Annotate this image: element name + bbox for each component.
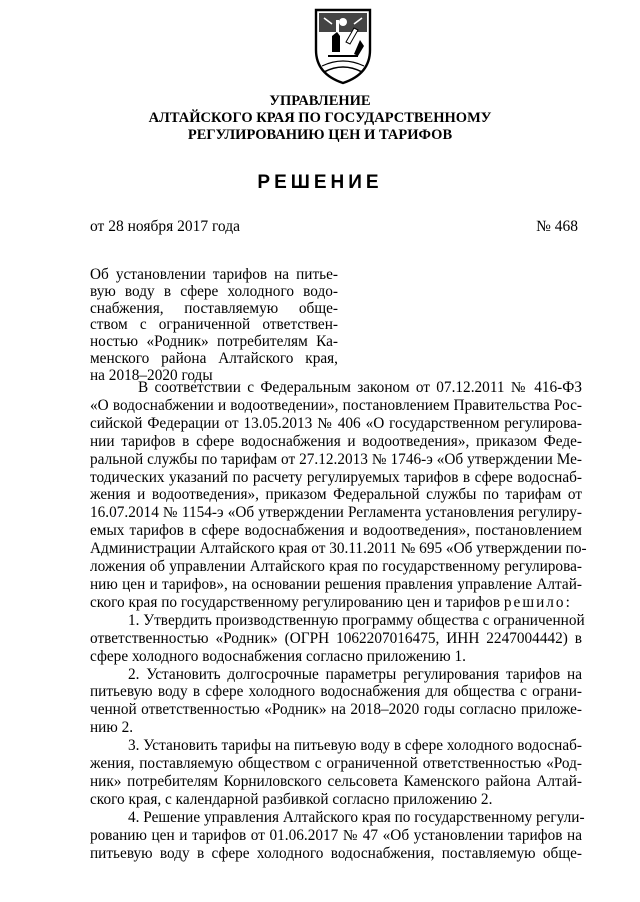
item-1-line: сфере холодного водоснабжения согласно приложению 1. bbox=[90, 647, 466, 665]
document-subject bbox=[90, 267, 338, 385]
item-4-line: 4. Решение управления Алтайского края по государственному регули- bbox=[128, 808, 585, 826]
item-4-line: питьевую воду в сфере холодного водоснабжения, поставляемую обще- bbox=[90, 844, 582, 862]
agency-line-2: АЛТАЙСКОГО КРАЯ ПО ГОСУДАРСТВЕННОМУ bbox=[148, 110, 492, 126]
preamble-last-line bbox=[90, 594, 582, 612]
subject-line: на 2018–2020 годы bbox=[90, 366, 213, 384]
subject-line: менского района Алтайского края, bbox=[90, 349, 338, 367]
agency-name bbox=[0, 93, 640, 144]
preamble-line: В соответствии с Федеральным законом от 07.12.2011 № 416-ФЗ bbox=[138, 379, 582, 396]
preamble-line: Администрации Алтайского края от 30.11.2011 № 695 «Об утверждении по- bbox=[90, 540, 587, 558]
preamble-line: тодических указаний по расчету регулируемых тарифов в сфере водоснаб- bbox=[90, 468, 582, 486]
item-3-line: жения, поставляемую обществом с ограниченной ответственностью «Род- bbox=[90, 755, 582, 773]
preamble-line: ральной службы по тарифам от 27.12.2013 № 1746-э «Об утверждении Ме- bbox=[90, 450, 582, 468]
subject-line: вую воду в сфере холодного водо- bbox=[90, 282, 338, 300]
preamble-line: нии тарифов в сфере водоснабжения и водоотведения», приказом Феде- bbox=[90, 432, 582, 450]
agency-line-3: РЕГУЛИРОВАНИЮ ЦЕН И ТАРИФОВ bbox=[187, 127, 453, 143]
document-body bbox=[90, 379, 587, 862]
item-2-line: 2. Установить долгосрочные параметры регулирования тарифов на bbox=[128, 665, 582, 683]
preamble-line: сийской Федерации от 13.05.2013 № 406 «О государственном регулирова- bbox=[90, 414, 582, 432]
item-1-line: ответственностью «Родник» (ОГРН 1062207016475, ИНН 2247004442) в bbox=[90, 629, 582, 647]
item-3-line: 3. Установить тарифы на питьевую воду в сфере холодного водоснаб- bbox=[128, 737, 582, 755]
subject-line: ством с ограниченной ответствен- bbox=[90, 316, 338, 334]
document-date: от 28 ноября 2017 года bbox=[90, 218, 241, 235]
preamble-line: ложения об управлении Алтайского края по государственному регулирова- bbox=[90, 558, 582, 576]
item-3-line: ского края, с календарной разбивкой согласно приложению 2. bbox=[90, 790, 493, 808]
item-2-line: нию 2. bbox=[90, 719, 134, 737]
coat-of-arms-icon bbox=[310, 6, 376, 86]
item-4-line: рованию цен и тарифов от 01.06.2017 № 47 «Об установлении тарифов на bbox=[90, 826, 582, 844]
item-2-line: питьевую воду в сфере холодного водоснабжения для общества с ограни- bbox=[90, 683, 582, 701]
subject-line: Об установлении тарифов на питье- bbox=[90, 266, 338, 283]
preamble-line: нию цен и тарифов», на основании решения правления управление Алтай- bbox=[90, 575, 582, 593]
decided-word: решило: bbox=[503, 593, 572, 611]
subject-line: ностью «Родник» потребителям Ка- bbox=[90, 333, 338, 351]
preamble-last-text: ского края по государственному регулированию цен и тарифов bbox=[90, 593, 501, 611]
subject-line: снабжения, поставляемую обще- bbox=[90, 299, 338, 317]
item-3-line: ник» потребителям Корниловского сельсовета Каменского района Алтай- bbox=[90, 772, 582, 790]
agency-line-1: УПРАВЛЕНИЕ bbox=[269, 93, 371, 109]
preamble-line: 16.07.2014 № 1154-э «Об утверждении Регламента установления регулиру- bbox=[90, 504, 582, 522]
preamble-line: емых тарифов в сфере водоснабжения и водоотведения», постановлением bbox=[90, 522, 582, 540]
item-2-line: ченной ответственностью «Родник» на 2018–2020 годы согласно приложе- bbox=[90, 701, 582, 719]
preamble-line: жения и водоотведения», приказом Федеральной службы по тарифам от bbox=[90, 486, 582, 504]
preamble-line: «О водоснабжении и водоотведении», постановлением Правительства Рос- bbox=[90, 396, 582, 414]
document-type-title: РЕШЕНИЕ bbox=[257, 172, 383, 193]
document-number: № 468 bbox=[536, 218, 578, 235]
item-1-line: 1. Утвердить производственную программу общества с ограниченной bbox=[128, 611, 585, 629]
